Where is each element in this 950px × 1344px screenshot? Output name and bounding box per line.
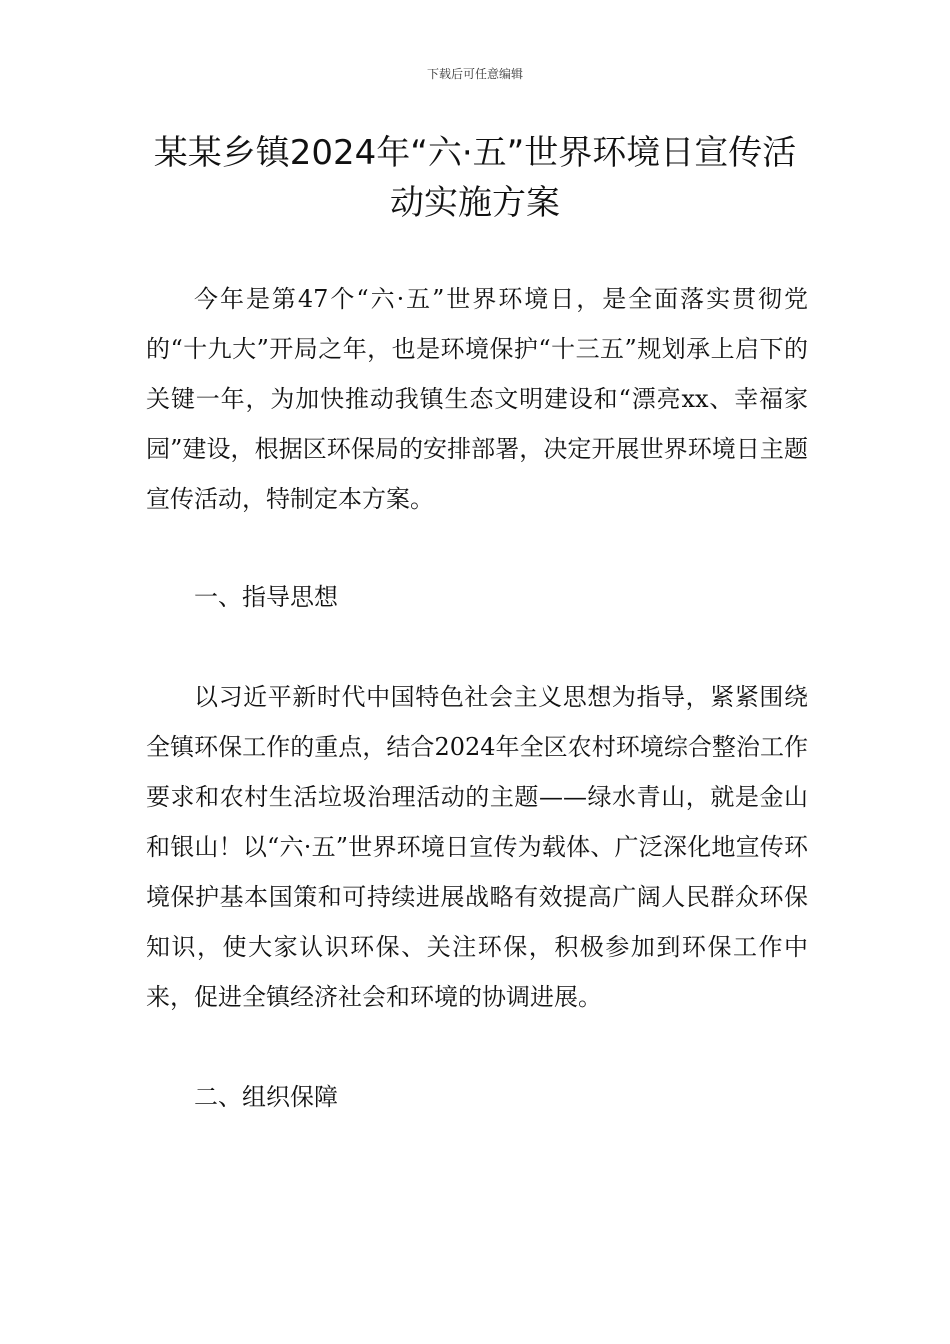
- guiding-ideology-paragraph: 以习近平新时代中国特色社会主义思想为指导，紧紧围绕全镇环保工作的重点，结合2024年全区农村环境综合整治工作要求和农村生活垃圾治理活动的主题——绿水青山，就是金山和银山！以“六·五”世界环境日宣传为载体、广泛深化地宣传环境保护基本国策和可持续进展战略有效提高广阔人民群众环保知识，使大家认识环保、关注环保，积极参加到环保工作中来，促进全镇经济社会和环境的协调进展。: [146, 683, 808, 1011]
- document-body: [146, 274, 808, 1122]
- paragraph-spacer: [146, 622, 808, 672]
- section-heading-guiding-ideology: 一、指导思想: [194, 583, 338, 611]
- document-title: 某某乡镇2024年“六·五”世界环境日宣传活动实施方案: [153, 133, 797, 223]
- paragraph-spacer: [146, 524, 808, 572]
- section-heading-organization: 二、组织保障: [194, 1083, 338, 1111]
- intro-paragraph: 今年是第47个“六·五”世界环境日，是全面落实贯彻党的“十九大”开局之年，也是环境保护“十三五”规划承上启下的关键一年，为加快推动我镇生态文明建设和“漂亮xx、幸福家园”建设，根据区环保局的安排部署，决定开展世界环境日主题宣传活动，特制定本方案。: [146, 285, 808, 513]
- paragraph-spacer: [146, 1022, 808, 1072]
- header-note: 下载后可任意编辑: [426, 67, 523, 81]
